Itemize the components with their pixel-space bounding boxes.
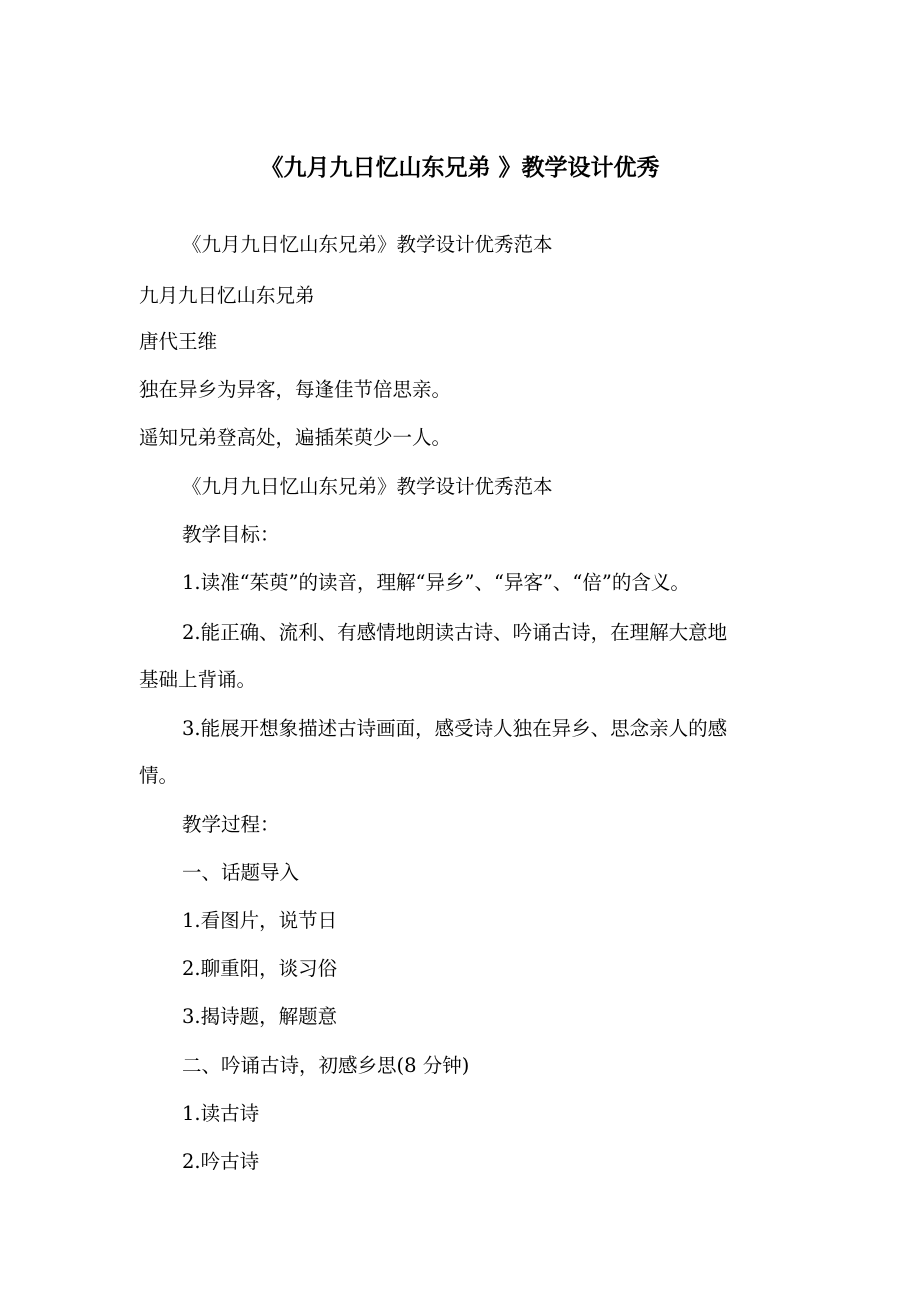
section-heading-line: 《九月九日忆山东兄弟》教学设计优秀范本 (182, 475, 553, 498)
body-text-line: 基础上背诵。 (139, 668, 257, 691)
subtitle-line: 《九月九日忆山东兄弟》教学设计优秀范本 (182, 233, 553, 256)
body-text-line: 3.能展开想象描述古诗画面，感受诗人独在异乡、思念亲人的感 (182, 717, 728, 740)
poem-author-line: 唐代王维 (139, 330, 218, 353)
poem-verse-line: 独在异乡为异客，每逢佳节倍思亲。 (139, 378, 452, 401)
body-text-line: 教学过程： (182, 813, 280, 836)
body-text-line: 2.能正确、流利、有感情地朗读古诗、吟诵古诗，在理解大意地 (182, 621, 728, 644)
body-text-line: 3.揭诗题，解题意 (182, 1005, 338, 1028)
body-text-line: 情。 (139, 764, 179, 787)
poem-verse-line: 遥知兄弟登高处，遍插茱萸少一人。 (139, 426, 452, 449)
body-text-line: 2.吟古诗 (182, 1150, 260, 1173)
body-text-line: 二、吟诵古诗，初感乡思(8 分钟) (182, 1054, 470, 1077)
body-text-line: 教学目标： (182, 523, 280, 546)
body-text-line: 一、话题导入 (182, 861, 300, 884)
body-text-line: 1.看图片，说节日 (182, 909, 338, 932)
poem-title-line: 九月九日忆山东兄弟 (139, 284, 315, 307)
body-text-line: 1.读古诗 (182, 1102, 260, 1125)
document-title: 《九月九日忆山东兄弟 》教学设计优秀 (260, 155, 660, 181)
body-text-line: 1.读准“茱萸”的读音，理解“异乡”、“异客”、“倍”的含义。 (182, 571, 690, 594)
body-text-line: 2.聊重阳，谈习俗 (182, 957, 338, 980)
